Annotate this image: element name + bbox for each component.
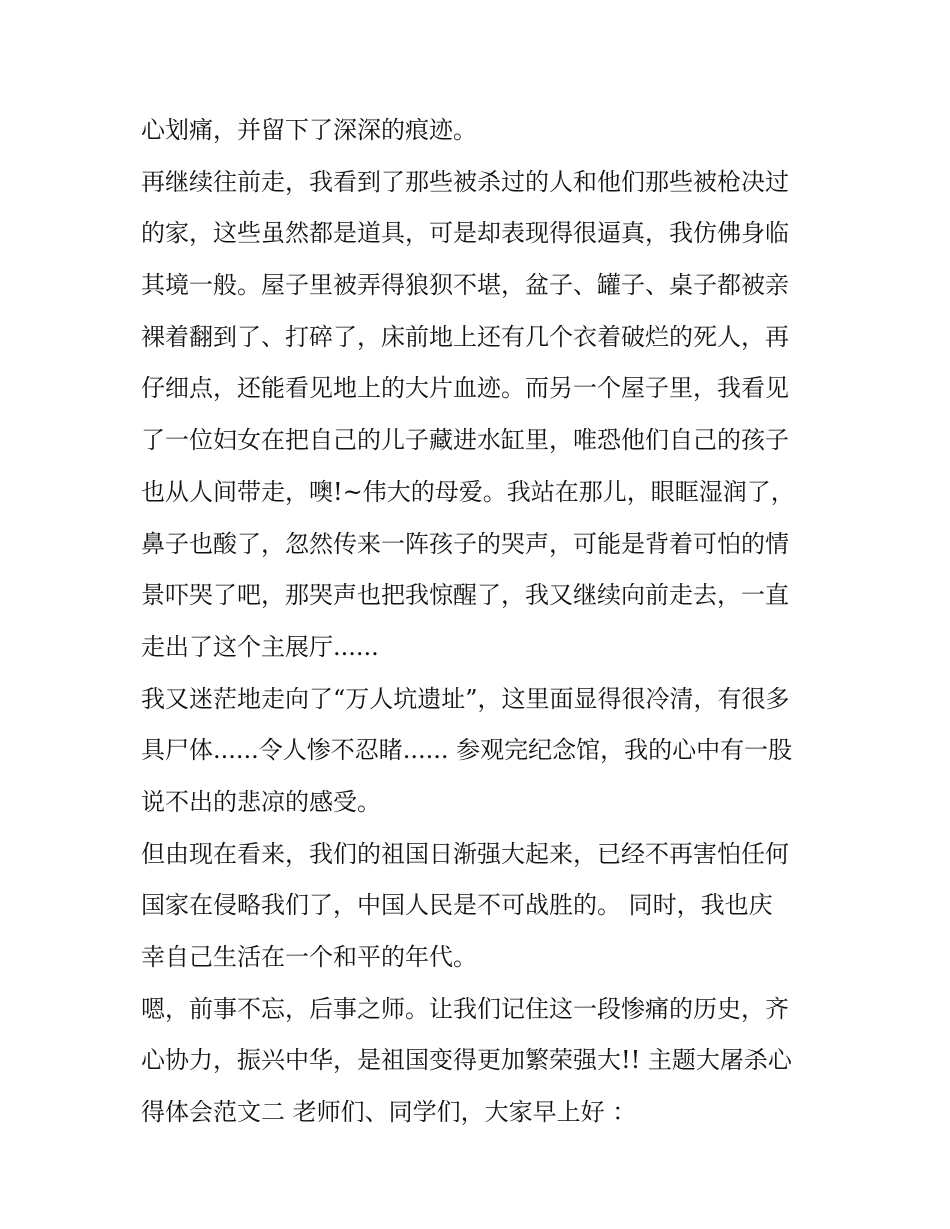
text-line: 嗯，前事不忘，后事之师。让我们记住这一段惨痛的历史，齐 bbox=[141, 994, 789, 1023]
document-page bbox=[141, 105, 821, 1139]
text-line: 说不出的悲凉的感受。 bbox=[141, 787, 381, 816]
text-line: 其境一般。屋子里被弄得狼狈不堪，盆子、罐子、桌子都被亲 bbox=[141, 271, 789, 300]
text-line: 具尸体......令人惨不忍睹...... 参观完纪念馆，我的心中有一股 bbox=[141, 736, 793, 765]
text-line: 得体会范文二 老师们、同学们，大家早上好 ： bbox=[141, 1098, 637, 1127]
text-line: 我又迷茫地走向了“万人坑遗址”，这里面显得很冷清，有很多 bbox=[141, 684, 790, 713]
text-line: 裸着翻到了、打碎了，床前地上还有几个衣着破烂的死人，再 bbox=[141, 322, 789, 351]
text-line: 走出了这个主展厅...... bbox=[141, 632, 379, 661]
text-line: 幸自己生活在一个和平的年代。 bbox=[141, 943, 477, 971]
text-line: 鼻子也酸了，忽然传来一阵孩子的哭声，可能是背着可怕的情 bbox=[141, 529, 789, 558]
text-line: 但由现在看来，我们的祖国日渐强大起来，已经不再害怕任何 bbox=[141, 839, 789, 868]
text-line: 仔细点，还能看见地上的大片血迹。而另一个屋子里，我看见 bbox=[141, 374, 789, 403]
text-line: 心协力，振兴中华，是祖国变得更加繁荣强大!! 主题大屠杀心 bbox=[141, 1046, 792, 1075]
text-line: 心划痛，并留下了深深的痕迹。 bbox=[141, 116, 477, 144]
text-line: 也从人间带走，噢!~伟大的母爱。我站在那儿，眼眶湿润了， bbox=[141, 477, 795, 506]
text-line: 景吓哭了吧，那哭声也把我惊醒了，我又继续向前走去，一直 bbox=[141, 581, 789, 610]
text-line: 国家在侵略我们了，中国人民是不可战胜的。 同时，我也庆 bbox=[141, 891, 773, 920]
text-line: 再继续往前走，我看到了那些被杀过的人和他们那些被枪决过 bbox=[141, 167, 789, 196]
text-line: 了一位妇女在把自己的儿子藏进水缸里，唯恐他们自己的孩子 bbox=[141, 426, 789, 455]
text-line: 的家，这些虽然都是道具，可是却表现得很逼真，我仿佛身临 bbox=[141, 219, 789, 248]
